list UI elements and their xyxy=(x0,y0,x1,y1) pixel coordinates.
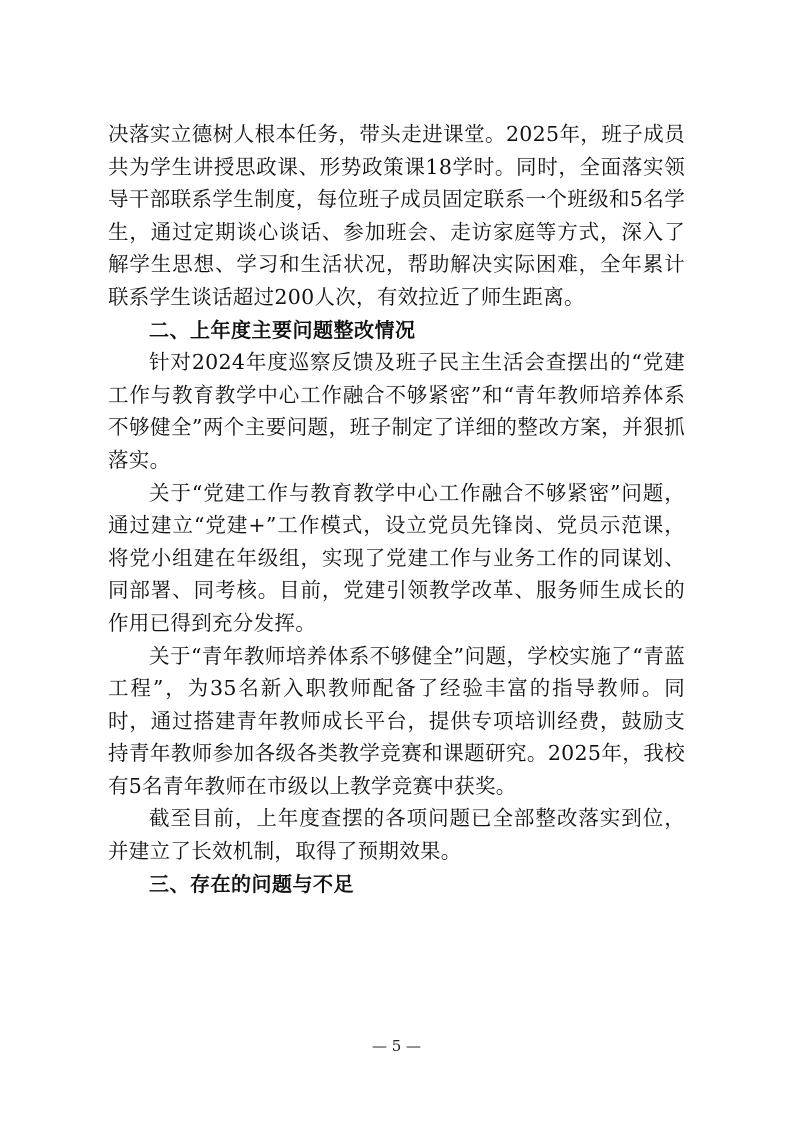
paragraph-1: 决落实立德树人根本任务，带头走进课堂。2025年，班子成员共为学生讲授思政课、形势政策课18学时。同时，全面落实领导干部联系学生制度，每位班子成员固定联系一个班级和5名学生，通过定期谈心谈话、参加班会、走访家庭等方式，深入了解学生思想、学习和生活状况，帮助解决实际困难，全年累计联系学生谈话超过200人次，有效拉近了师生距离。 xyxy=(108,122,685,309)
paragraph-3: 关于“党建工作与教育教学中心工作融合不够紧密”问题，通过建立“党建+”工作模式，设立党员先锋岗、党员示范课，将党小组建在年级组，实现了党建工作与业务工作的同谋划、同部署、同考核。目前，党建引领教学改革、服务师生成长的作用已得到充分发挥。 xyxy=(108,480,685,635)
section-heading-3: 三、存在的问题与不足 xyxy=(149,871,354,896)
paragraph-5: 截至目前，上年度查摆的各项问题已全部整改落实到位，并建立了长效机制，取得了预期效果。 xyxy=(108,806,685,864)
document-body xyxy=(108,118,685,900)
paragraph-4: 关于“青年教师培养体系不够健全”问题，学校实施了“青蓝工程”，为35名新入职教师配备了经验丰富的指导教师。同时，通过搭建青年教师成长平台，提供专项培训经费，鼓励支持青年教师参加各级各类教学竞赛和课题研究。2025年，我校有5名青年教师在市级以上教学竞赛中获奖。 xyxy=(108,643,685,798)
paragraph-2: 针对2024年度巡察反馈及班子民主生活会查摆出的“党建工作与教育教学中心工作融合不够紧密”和“青年教师培养体系不够健全”两个主要问题，班子制定了详细的整改方案，并狠抓落实。 xyxy=(108,350,685,472)
section-heading-2: 二、上年度主要问题整改情况 xyxy=(149,317,416,342)
page-number: — 5 — xyxy=(371,1037,422,1055)
